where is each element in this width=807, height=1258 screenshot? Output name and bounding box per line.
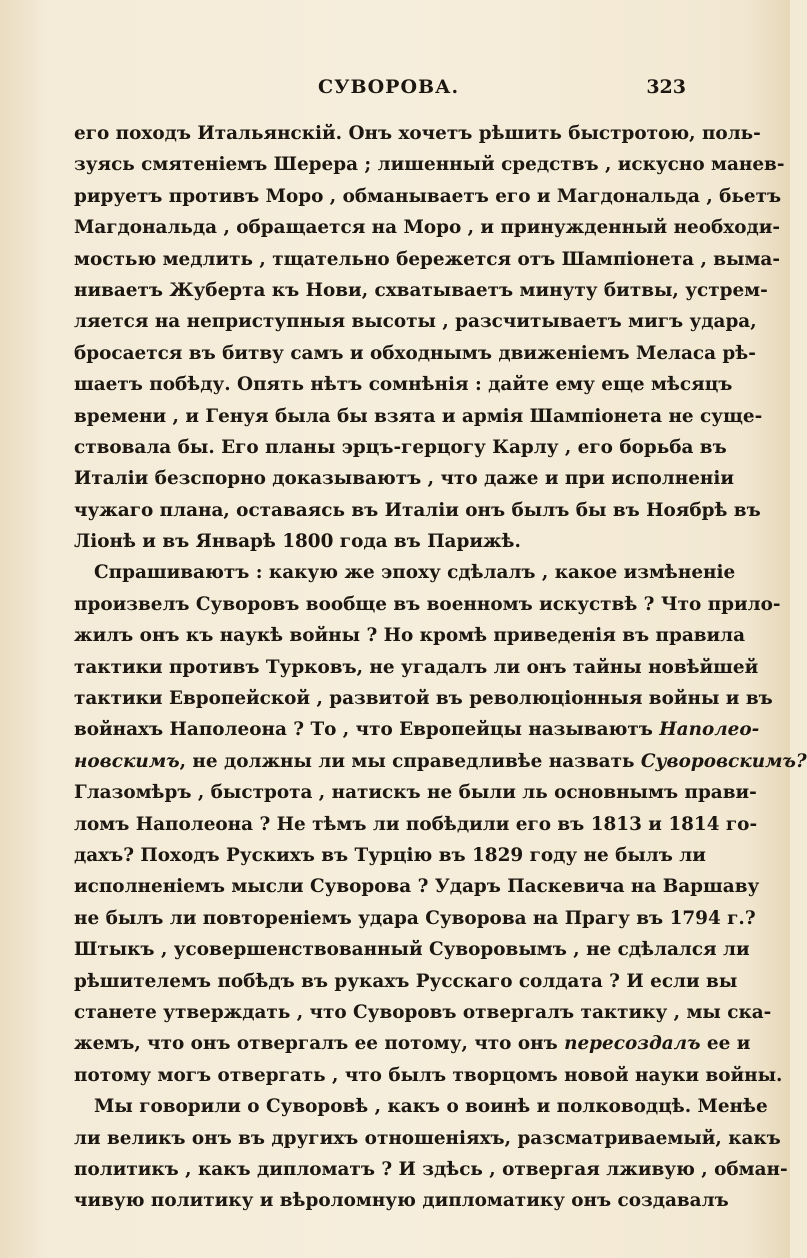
- text-line: зуясь смятеніемъ Шерера ; лишенный средствъ , искусно манев-: [74, 154, 785, 176]
- text-line: ствовала бы. Его планы эрцъ-герцогу Карлу , его борьба въ: [74, 436, 727, 458]
- line-text: ее и: [706, 1033, 751, 1055]
- italic-term: Суворовскимъ?: [640, 750, 807, 772]
- text-line: ляется на неприступныя высоты , разсчитываетъ мигъ удара,: [74, 311, 757, 333]
- text-line: ломъ Наполеона ? Не тѣмъ ли побѣдили его въ 1813 и 1814 го-: [74, 813, 758, 835]
- body-text: [74, 118, 807, 1217]
- text-line: Штыкъ , усовершенствованный Суворовымъ , не сдѣлался ли: [74, 939, 750, 961]
- text-line: чивую политику и вѣроломную дипломатику онъ создавалъ: [74, 1190, 729, 1212]
- text-line: [74, 714, 760, 745]
- text-line: жилъ онъ къ наукѣ войны ? Но кромѣ приведенія въ правила: [74, 625, 746, 647]
- text-line: [74, 1028, 751, 1059]
- text-line: тактики противъ Турковъ, не угадалъ ли онъ тайны новѣйшей: [74, 656, 759, 678]
- text-line: Италіи безспорно доказываютъ , что даже и при исполненіи: [74, 468, 735, 490]
- text-line: рѣшителемъ побѣдъ въ рукахъ Русскаго солдата ? И если вы: [74, 970, 738, 992]
- text-line: Ліонѣ и въ Январѣ 1800 года въ Парижѣ.: [74, 531, 521, 553]
- line-text: , не должны ли мы справедливѣе назвать: [179, 750, 635, 772]
- text-line: исполненіемъ мысли Суворова ? Ударъ Паскевича на Варшаву: [74, 876, 760, 898]
- text-line: тактики Европейской , развитой въ революціонныя войны и въ: [74, 688, 773, 710]
- text-line: Мы говорили о Суворовѣ , какъ о воинѣ и полководцѣ. Менѣе: [94, 1096, 768, 1118]
- italic-term: пересоздалъ: [564, 1033, 701, 1055]
- text-line: шаетъ побѣду. Опять нѣтъ сомнѣнія : дайте ему еще мѣсяцъ: [74, 374, 733, 396]
- text-line: [74, 746, 807, 777]
- text-line: потому могъ отвергать , что былъ творцомъ новой науки войны.: [74, 1064, 783, 1086]
- line-text: жемъ, что онъ отвергалъ ее потому, что онъ: [74, 1033, 558, 1055]
- page-header: [0, 76, 790, 106]
- text-line: рируетъ противъ Моро , обманываетъ его и Магдональда , бьетъ: [74, 185, 782, 207]
- text-line: ли великъ онъ въ другихъ отношеніяхъ, разсматриваемый, какъ: [74, 1127, 781, 1149]
- italic-term: Наполео-: [659, 719, 760, 741]
- text-line: не былъ ли повтореніемъ удара Суворова на Прагу въ 1794 г.?: [74, 907, 756, 929]
- text-line: Спрашиваютъ : какую же эпоху сдѣлалъ , какое измѣненіе: [94, 562, 736, 584]
- line-text: войнахъ Наполеона ? То , что Европейцы называютъ: [74, 719, 653, 741]
- text-line: станете утверждать , что Суворовъ отвергалъ тактику , мы ска-: [74, 1001, 772, 1023]
- running-title: СУВОРОВА.: [318, 76, 460, 98]
- text-line: ниваетъ Жуберта къ Нови, схватываетъ минуту битвы, устрем-: [74, 279, 768, 301]
- text-line: его походъ Итальянскій. Онъ хочетъ рѣшить быстротою, поль-: [74, 123, 761, 144]
- text-line: бросается въ битву самъ и обходнымъ движеніемъ Меласа рѣ-: [74, 342, 756, 364]
- text-line: политикъ , какъ дипломатъ ? И здѣсь , отвергая лживую , обман-: [74, 1158, 788, 1180]
- page-number: 323: [646, 76, 686, 98]
- text-line: мостью медлить , тщательно бережется отъ Шампіонета , выма-: [74, 248, 780, 270]
- text-line: чужаго плана, оставаясь въ Италіи онъ былъ бы въ Ноябрѣ въ: [74, 499, 761, 521]
- text-line: произвелъ Суворовъ вообще въ военномъ искуствѣ ? Что прило-: [74, 593, 781, 615]
- text-line: Глазомѣръ , быстрота , натискъ не были ль основнымъ прави-: [74, 782, 757, 804]
- text-line: Магдональда , обращается на Моро , и принужденный необходи-: [74, 217, 781, 239]
- italic-term: новскимъ: [74, 750, 180, 772]
- text-line: времени , и Генуя была бы взята и армія Шампіонета не суще-: [74, 405, 763, 427]
- text-line: дахъ? Походъ Рускихъ въ Турцію въ 1829 году не былъ ли: [74, 844, 706, 866]
